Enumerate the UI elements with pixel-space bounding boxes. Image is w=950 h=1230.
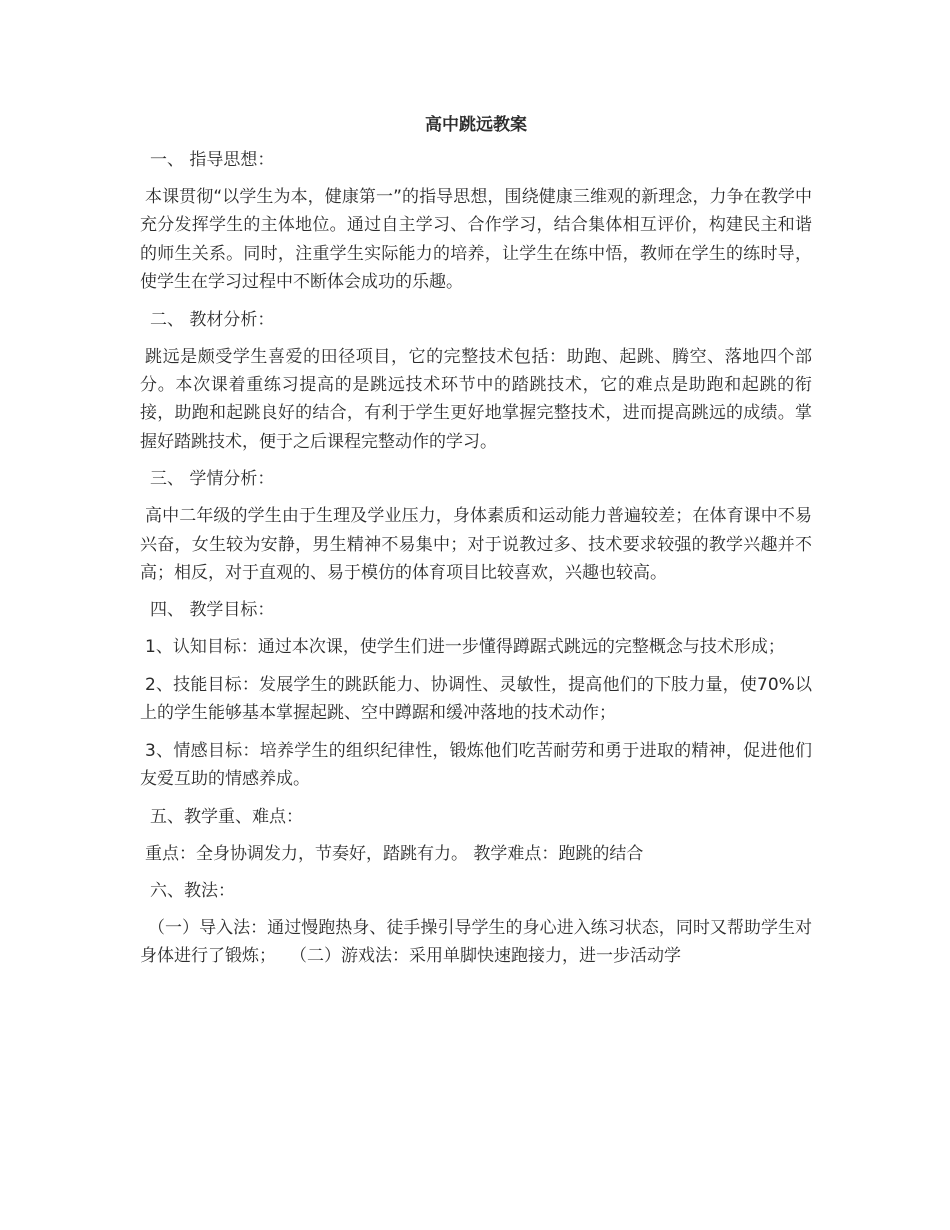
paragraph-student-analysis: 高中二年级的学生由于生理及学业压力，身体素质和运动能力普遍较差；在体育课中不易兴奋，女生较为安静，男生精神不易集中；对于说教过多、技术要求较强的教学兴趣并不高；相反，对于直观的、易于模仿的体育项目比较喜欢，兴趣也较高。 <box>140 506 812 584</box>
paragraph-goal-emotional: 3、情感目标：培养学生的组织纪律性，锻炼他们吃苦耐劳和勇于进取的精神，促进他们友爱互助的情感养成。 <box>140 740 812 790</box>
section-heading-teaching-goals: 四、 教学目标： <box>150 600 275 621</box>
method-game: （二）游戏法：采用单脚快速跑接力，进一步活动学 <box>290 946 681 967</box>
paragraph-key-points: 重点：全身协调发力，节奏好，踏跳有力。 教学难点：跑跳的结合 <box>145 843 644 864</box>
section-heading-teaching-methods: 六、教法： <box>150 880 235 901</box>
method-introduction: （一）导入法：通过慢跑热身、徒手操引导学生的身心进入练习状态，同时又帮助学生对身体进行了锻炼； <box>140 917 812 967</box>
paragraph-teaching-methods <box>140 914 812 971</box>
paragraph-guiding-thought: 本课贯彻“以学生为本，健康第一”的指导思想，围绕健康三维观的新理念，力争在教学中充分发挥学生的主体地位。通过自主学习、合作学习，结合集体相互评价，构建民主和谐的师生关系。同时，注重学生实际能力的培养，让学生在练中悟，教师在学生的练时导，使学生在学习过程中不断体会成功的乐趣。 <box>140 187 812 293</box>
section-heading-material-analysis: 二、 教材分析： <box>150 309 275 330</box>
document-page <box>140 112 812 980</box>
section-heading-student-analysis: 三、 学情分析： <box>150 469 275 490</box>
paragraph-material-analysis: 跳远是颇受学生喜爱的田径项目，它的完整技术包括：助跑、起跳、腾空、落地四个部分。本次课着重练习提高的是跳远技术环节中的踏跳技术，它的难点是助跑和起跳的衔接，助跑和起跳良好的结合，有利于学生更好地掌握完整技术，进而提高跳远的成绩。掌握好踏跳技术，便于之后课程完整动作的学习。 <box>140 346 812 452</box>
section-heading-guiding-thought: 一、 指导思想： <box>150 150 275 170</box>
paragraph-goal-cognitive: 1、认知目标：通过本次课，使学生们进一步懂得蹲踞式跳远的完整概念与技术形成； <box>145 637 785 658</box>
paragraph-goal-skill: 2、技能目标：发展学生的跳跃能力、协调性、灵敏性，提高他们的下肢力量，使70%以上的学生能够基本掌握起跳、空中蹲踞和缓冲落地的技术动作； <box>140 674 812 724</box>
section-heading-key-points: 五、教学重、难点： <box>150 806 303 827</box>
document-title: 高中跳远教案 <box>425 115 527 135</box>
